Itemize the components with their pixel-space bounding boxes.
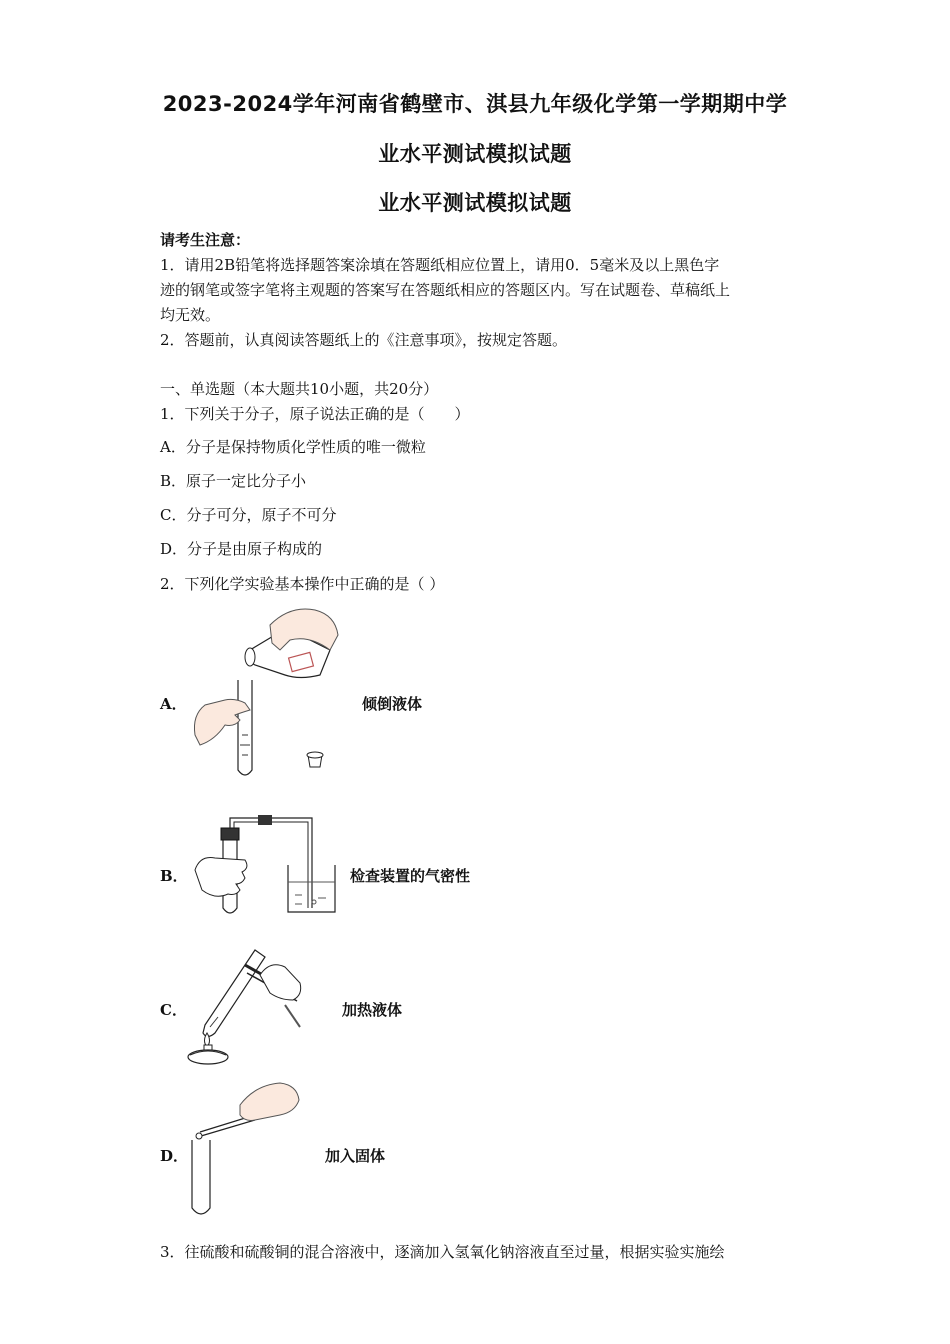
airtightness-check-figure-icon — [190, 810, 340, 920]
exam-title-line1: 2023-2024学年河南省鹤壁市、淇县九年级化学第一学期期中学 — [162, 92, 788, 116]
question-2-option-a-letter: A． — [160, 695, 187, 713]
heating-liquid-figure-icon — [185, 945, 315, 1065]
section-heading: 一、单选题（本大题共10小题，共20分） — [160, 380, 439, 398]
question-2-option-c-letter: C． — [160, 1001, 187, 1019]
exam-title-line2: 业水平测试模拟试题 — [378, 142, 572, 166]
question-2-option-b-caption: 检查装置的气密性 — [350, 867, 471, 885]
question-3-stem: 3．往硫酸和硫酸铜的混合溶液中，逐滴加入氢氧化钠溶液直至过量，根据实验实施绘 — [160, 1243, 725, 1261]
question-2-option-c-caption: 加热液体 — [342, 1001, 403, 1019]
notice-item2: 2．答题前，认真阅读答题纸上的《注意事项》，按规定答题。 — [160, 331, 568, 349]
question-2-option-d-caption: 加入固体 — [325, 1147, 386, 1165]
adding-solid-figure-icon — [185, 1080, 305, 1220]
question-2-option-d-letter: D． — [160, 1147, 189, 1165]
pouring-liquid-figure-icon — [190, 605, 340, 780]
notice-item1-line1: 1．请用2B铅笔将选择题答案涂填在答题纸相应位置上，请用0．5毫米及以上黑色字 — [160, 256, 720, 274]
notice-item1-line2: 迹的钢笔或签字笔将主观题的答案写在答题纸相应的答题区内。写在试题卷、草稿纸上 — [160, 281, 731, 299]
exam-title-line3: 业水平测试模拟试题 — [378, 191, 572, 215]
question-1-option-a: A．分子是保持物质化学性质的唯一微粒 — [160, 438, 426, 456]
question-2-option-b-letter: B． — [160, 867, 188, 885]
question-1-stem: 1．下列关于分子，原子说法正确的是（ ） — [160, 405, 470, 423]
question-2-stem: 2．下列化学实验基本操作中正确的是（ ） — [160, 575, 445, 593]
notice-item1-line3: 均无效。 — [160, 306, 221, 324]
notice-heading: 请考生注意： — [160, 231, 251, 249]
question-1-option-d: D．分子是由原子构成的 — [160, 540, 323, 558]
question-1-option-c: C．分子可分，原子不可分 — [160, 506, 337, 524]
question-2-option-a-caption: 倾倒液体 — [362, 695, 423, 713]
question-1-option-b: B．原子一定比分子小 — [160, 472, 307, 490]
